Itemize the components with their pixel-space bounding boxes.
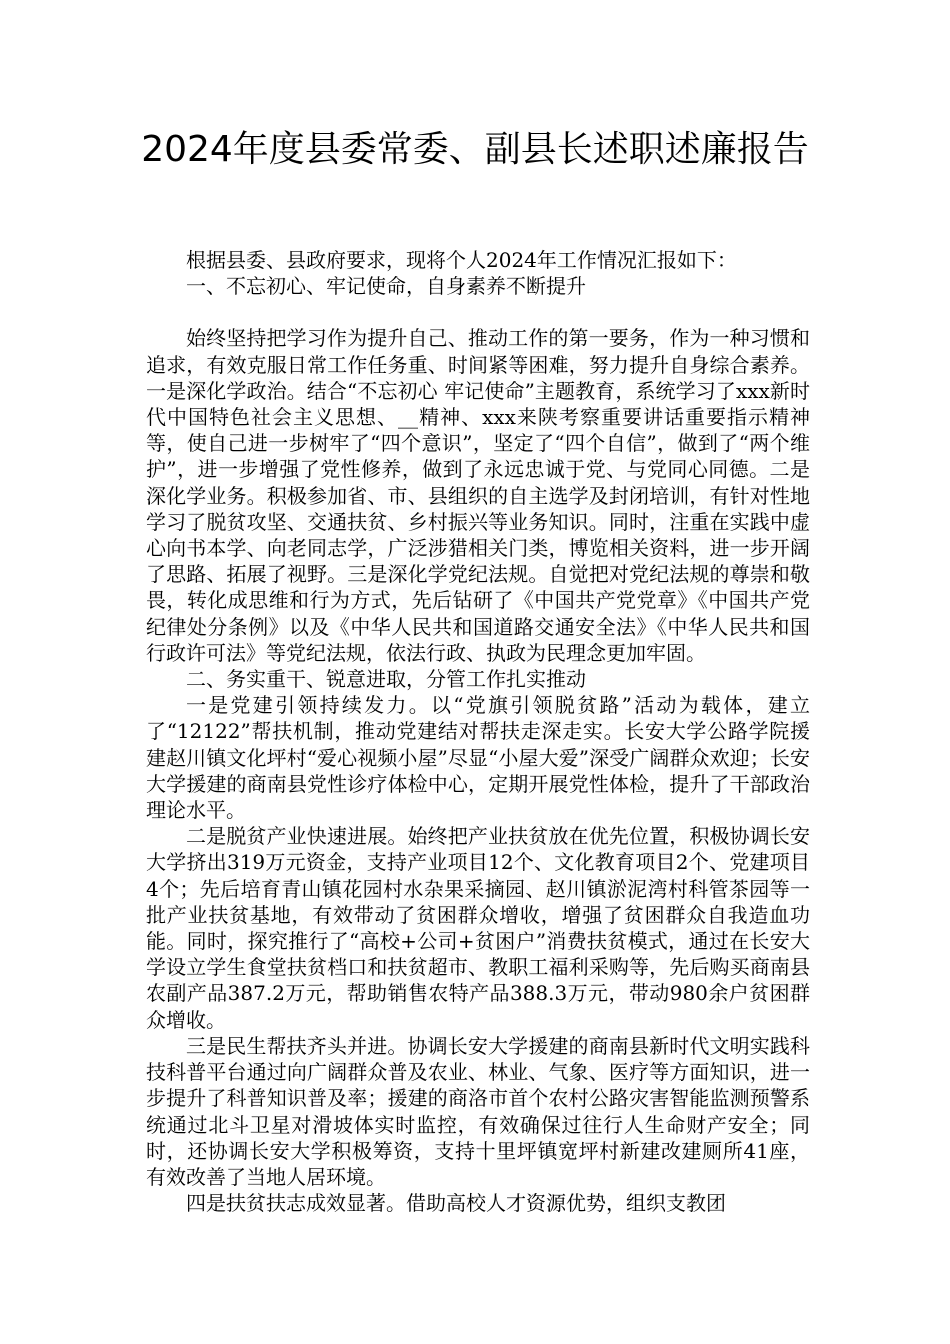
paragraph-industry: 二是脱贫产业快速进展。始终把产业扶贫放在优先位置，积极协调长安大学挤出319万元资金，支持产业项目12个、文化教育项目2个、党建项目4个；先后培育青山镇花园村水杂果采摘园、赵川镇淤泥湾村科管茶园等一批产业扶贫基地，有效带动了贫困群众增收，增强了贫困群众自我造血功能。同时，探究推行了“高校+公司+贫困户”消费扶贫模式，通过在长安大学设立学生食堂扶贫档口和扶贫超市、教职工福利采购等，先后购买商南县农副产品387.2万元，帮助销售农特产品388.3万元，带动980余户贫困群众增收。 [146, 824, 810, 1032]
paragraph-study: 始终坚持把学习作为提升自己、推动工作的第一要务，作为一种习惯和追求，有效克服日常工作任务重、时间紧等困难，努力提升自身综合素养。一是深化学政治。结合“不忘初心 牢记使命”主题教育，系统学习了xxx新时代中国特色社会主义思想、__精神、xxx来陕考察重要讲话重要指示精神等，使自己进一步树牢了“四个意识”，坚定了“四个自信”，做到了“两个维护”，进一步增强了党性修养，做到了永远忠诚于党、与党同心同德。二是深化学业务。积极参加省、市、县组织的自主选学及封闭培训，有针对性地学习了脱贫攻坚、交通扶贫、乡村振兴等业务知识。同时，注重在实践中虚心向书本学、向老同志学，广泛涉猎相关门类，博览相关资料，进一步开阔了思路、拓展了视野。三是深化学党纪法规。自觉把对党纪法规的尊崇和敬畏，转化成思维和行为方式，先后钻研了《中国共产党党章》《中国共产党纪律处分条例》以及《中华人民共和国道路交通安全法》《中华人民共和国行政许可法》等党纪法规，依法行政、执政为民理念更加牢固。 [146, 326, 810, 665]
document-title: 2024年度县委常委、副县长述职述廉报告 [141, 129, 809, 170]
document-body [146, 247, 810, 1216]
paragraph-livelihood: 三是民生帮扶齐头并进。协调长安大学援建的商南县新时代文明实践科技科普平台通过向广阔群众普及农业、林业、气象、医疗等方面知识，进一步提升了科普知识普及率；援建的商洛市首个农村公路灾害智能监测预警系统通过北斗卫星对滑坡体实时监控，有效确保过往行人生命财产安全；同时，还协调长安大学积极筹资，支持十里坪镇宽坪村新建改建厕所41座，有效改善了当地人居环境。 [146, 1033, 810, 1189]
paragraph-support: 四是扶贫扶志成效显著。借助高校人才资源优势，组织支教团 [186, 1191, 726, 1216]
section-heading-2: 二、务实重干、锐意进取，分管工作扎实推动 [186, 667, 586, 692]
section-heading-1: 一、不忘初心、牢记使命，自身素养不断提升 [186, 274, 586, 299]
paragraph-party-building: 一是党建引领持续发力。以“党旗引领脱贫路”活动为载体，建立了“12122”帮扶机制，推动党建结对帮扶走深走实。长安大学公路学院援建赵川镇文化坪村“爱心视频小屋”尽显“小屋大爱”深受广阔群众欢迎；长安大学援建的商南县党性诊疗体检中心，定期开展党性体检，提升了干部政治理论水平。 [146, 693, 810, 823]
paragraph-intro: 根据县委、县政府要求，现将个人2024年工作情况汇报如下： [186, 248, 737, 272]
